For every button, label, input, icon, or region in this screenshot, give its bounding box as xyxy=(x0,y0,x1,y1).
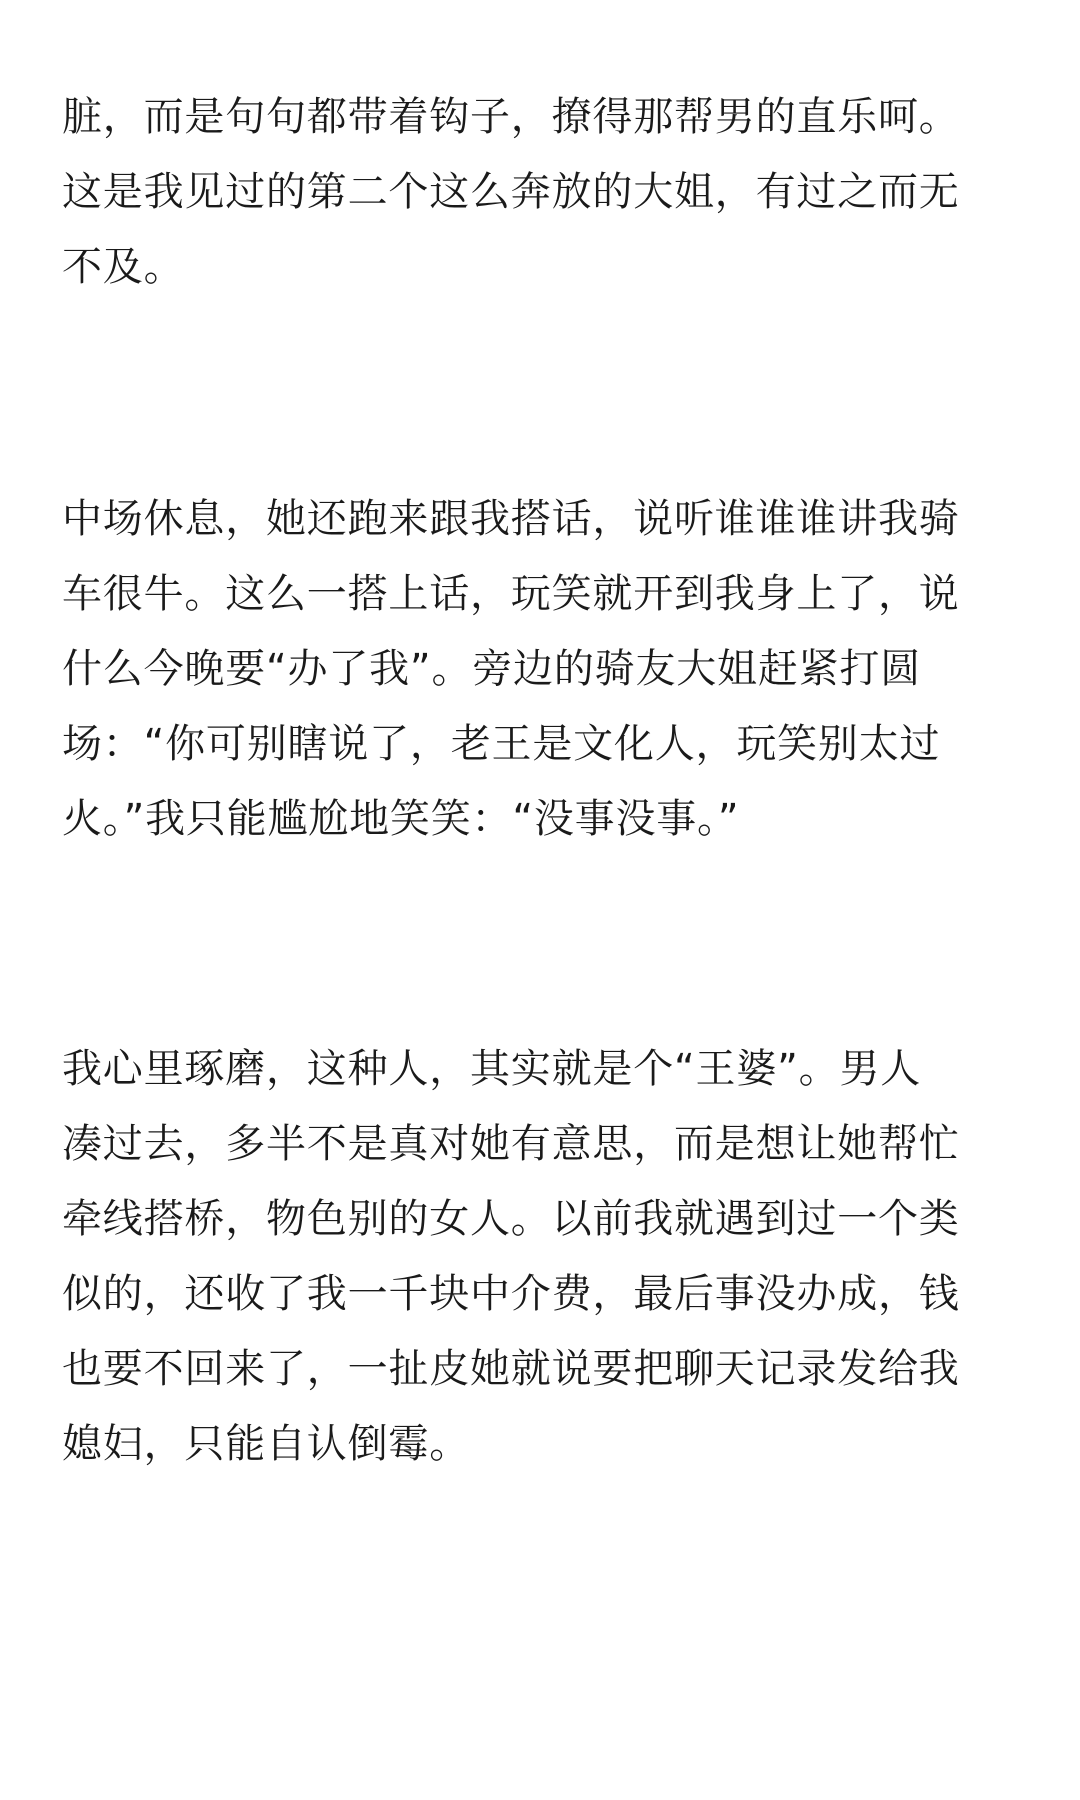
paragraph: 脏，而是句句都带着钩子，撩得那帮男的直乐呵。 这是我见过的第二个这么奔放的大姐，有过之而无 不及。 xyxy=(62,94,960,290)
paragraph: 我心里琢磨，这种人，其实就是个“王婆”。男人 凑过去，多半不是真对她有意思，而是想让她帮忙 牵线搭桥，物色别的女人。以前我就遇到过一个类 似的，还收了我一千块中介费，最后事没办成，钱 也要不回来了，一扯皮她就说要把聊天记录发给我 媳妇，只能自认倒霉。 xyxy=(62,1046,960,1467)
paragraph: 中场休息，她还跑来跟我搭话，说听谁谁谁讲我骑 车很牛。这么一搭上话，玩笑就开到我身上了，说 什么今晚要“办了我”。旁边的骑友大姐赶紧打圆 场：“你可别瞎说了，老王是文化人，玩笑别太过 火。”我只能尴尬地笑笑：“没事没事。” xyxy=(62,496,960,842)
